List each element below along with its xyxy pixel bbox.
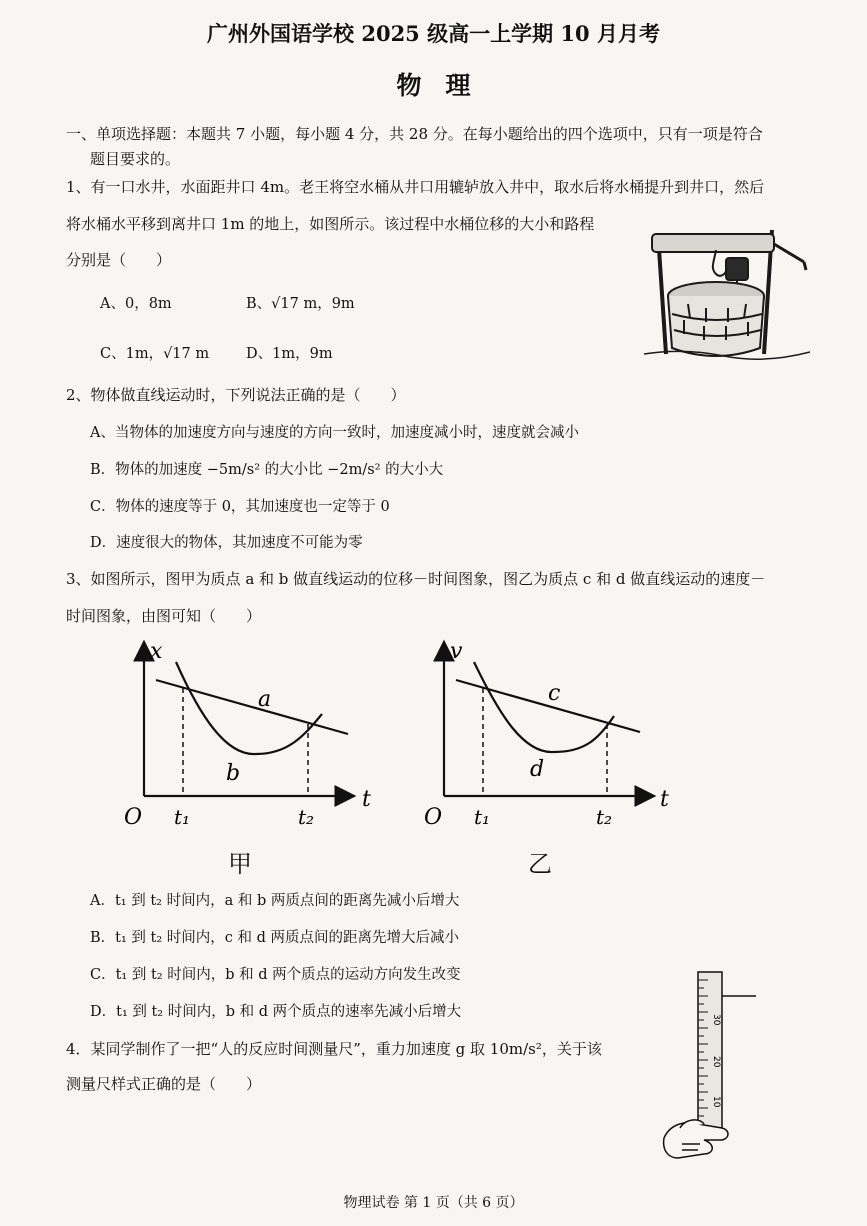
q4-stem-line1: 4．某同学制作了一把“人的反应时间测量尺”，重力加速度 g 取 10m/s²，关于该: [66, 1040, 602, 1058]
subject-title: 物理: [396, 71, 495, 100]
ruler-mark-30: 30: [711, 1014, 721, 1026]
graph-yi-caption: 乙: [528, 850, 552, 878]
t2-label: t₂: [596, 805, 613, 829]
q1-option-d: D、1m，9m: [246, 346, 333, 362]
t1-label: t₁: [174, 805, 191, 829]
q2-option-c: C．物体的速度等于 0，其加速度也一定等于 0: [90, 499, 390, 515]
q3-option-b: B．t₁ 到 t₂ 时间内，c 和 d 两质点间的距离先增大后减小: [90, 930, 459, 946]
q1-stem-line3: 分别是（ ）: [66, 251, 172, 269]
q3-option-d: D．t₁ 到 t₂ 时间内，b 和 d 两个质点的速率先减小后增大: [90, 1004, 462, 1020]
ruler-mark-20: 20: [711, 1056, 721, 1068]
q3-stem-line1: 3、如图所示，图甲为质点 a 和 b 做直线运动的位移－时间图象，图乙为质点 c 和 d 做直线运动的速度－: [66, 570, 766, 588]
section-instructions-line1: 一、单项选择题：本题共 7 小题，每小题 4 分，共 28 分。在每小题给出的四个选项中，只有一项是符合: [66, 125, 763, 143]
line-a: [156, 680, 348, 734]
t-axis-label: t: [660, 787, 669, 812]
curve-d-label: d: [530, 757, 545, 782]
origin-label: O: [424, 805, 443, 830]
q3-option-a: A．t₁ 到 t₂ 时间内，a 和 b 两质点间的距离先减小后增大: [90, 893, 460, 909]
q2-option-b: B．物体的加速度 −5m/s² 的大小比 −2m/s² 的大小大: [90, 462, 444, 478]
q1-option-c: C、1m，√17 m: [100, 346, 210, 362]
t1-label: t₁: [474, 805, 491, 829]
curve-b: [176, 662, 322, 754]
y-axis-label: v: [450, 639, 463, 664]
curve-d: [474, 662, 614, 752]
q3-stem-line2: 时间图象，由图可知（ ）: [66, 607, 262, 625]
t2-label: t₂: [298, 805, 315, 829]
graph-jia: [120, 636, 380, 836]
q1-option-b: B、√17 m，9m: [246, 296, 355, 312]
y-axis-label: x: [150, 639, 163, 664]
graph-yi: [420, 636, 680, 836]
q2-option-d: D．速度很大的物体，其加速度不可能为零: [90, 535, 363, 551]
q1-stem-line2: 将水桶水平移到离井口 1m 的地上，如图所示。该过程中水桶位移的大小和路程: [66, 215, 595, 233]
line-c-label: c: [548, 681, 561, 706]
q3-option-c: C．t₁ 到 t₂ 时间内，b 和 d 两个质点的运动方向发生改变: [90, 967, 461, 983]
q1-stem-line1: 1、有一口水井，水面距井口 4m。老王将空水桶从井口用辘轳放入井中，取水后将水桶提升到井口，然后: [66, 178, 765, 196]
graph-jia-caption: 甲: [228, 850, 252, 878]
q1-option-a: A、0，8m: [100, 296, 172, 312]
q4-stem-line2: 测量尺样式正确的是（ ）: [66, 1075, 262, 1093]
t-axis-label: t: [362, 787, 371, 812]
q2-option-a: A、当物体的加速度方向与速度的方向一致时，加速度减小时，速度就会减小: [90, 425, 579, 441]
well-illustration: [644, 222, 810, 362]
line-a-label: a: [258, 687, 272, 712]
exam-title: 广州外国语学校 2025 级高一上学期 10 月月考: [207, 21, 660, 46]
section-instructions-line2: 题目要求的。: [90, 150, 181, 168]
curve-b-label: b: [226, 761, 241, 786]
q2-stem: 2、物体做直线运动时，下列说法正确的是（ ）: [66, 386, 406, 404]
reaction-ruler-illustration: [660, 968, 770, 1168]
ruler-mark-10: 10: [711, 1096, 721, 1108]
origin-label: O: [124, 805, 143, 830]
page-footer: 物理试卷 第 1 页（共 6 页）: [343, 1195, 524, 1211]
